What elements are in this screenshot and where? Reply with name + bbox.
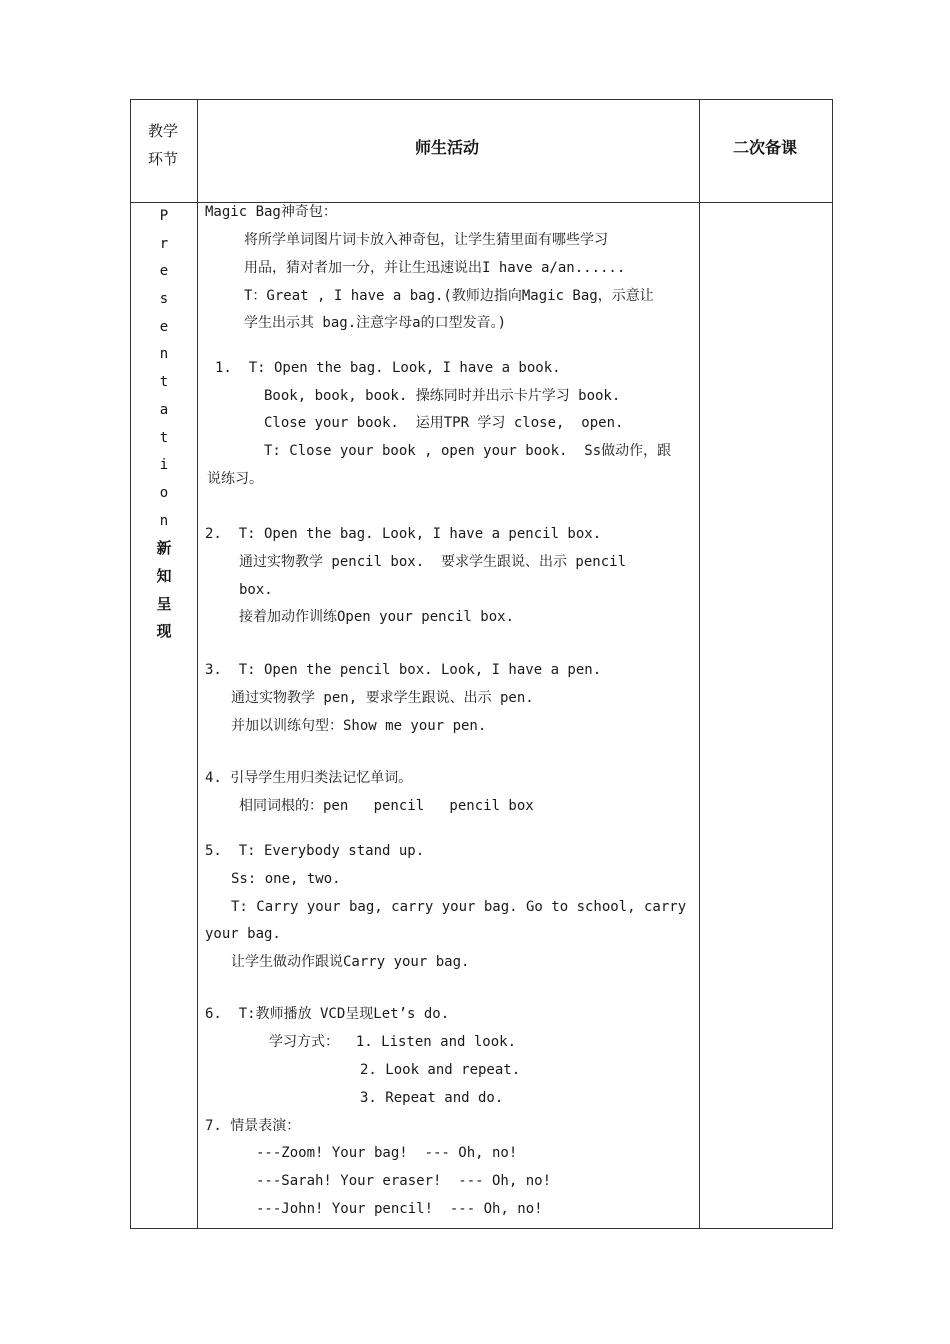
side-char: 新 — [156, 539, 172, 558]
content-line: your bag. — [205, 926, 281, 942]
content-line: 相同词根的：pen pencil pencil box — [239, 798, 534, 814]
content-line: 让学生做动作跟说Carry your bag. — [231, 954, 470, 970]
section-label-line1: 教学 — [148, 122, 179, 140]
content-line: 1. T: Open the bag. Look, I have a book. — [215, 360, 561, 376]
side-char: n — [159, 512, 169, 529]
content-line: 2. T: Open the bag. Look, I have a pencil box. — [205, 526, 602, 542]
content-line: 5. T: Everybody stand up. — [205, 843, 425, 859]
side-char: t — [159, 429, 169, 446]
side-char: t — [159, 374, 169, 391]
side-char: s — [159, 291, 169, 308]
content-line: Ss: one, two. — [231, 871, 341, 887]
content-line: box. — [239, 582, 273, 598]
activity-header: 师生活动 — [415, 138, 480, 157]
content-line: ---Zoom! Your bag! --- Oh, no! — [256, 1145, 518, 1161]
content-line: 学习方式： 1. Listen and look. — [269, 1034, 517, 1050]
content-line: 6. T:教师播放 VCD呈现Let’s do. — [205, 1006, 450, 1022]
content-line: 通过实物教学 pen, 要求学生跟说、出示 pen. — [231, 690, 534, 706]
side-char: 呈 — [156, 594, 172, 613]
content-line: 将所学单词图片词卡放入神奇包，让学生猜里面有哪些学习 — [244, 232, 608, 248]
content-line: T: Close your book , open your book. Ss做动作，跟 — [264, 443, 672, 459]
content-line: 7. 情景表演： — [205, 1118, 301, 1134]
side-char: i — [159, 457, 169, 474]
side-char: e — [159, 318, 169, 335]
secondary-prep-header: 二次备课 — [733, 138, 798, 157]
content-line: 3. T: Open the pencil box. Look, I have a pen. — [205, 662, 602, 678]
presentation-side-label — [131, 203, 197, 646]
side-char: n — [159, 346, 169, 363]
content-line: 通过实物教学 pencil box. 要求学生跟说、出示 pencil — [239, 554, 627, 570]
content-line: 2. Look and repeat. — [360, 1062, 521, 1078]
content-line: T: Carry your bag, carry your bag. Go to school, carry — [231, 899, 687, 915]
side-char: P — [159, 208, 169, 224]
side-char: a — [159, 401, 169, 418]
content-line: Close your book. 运用TPR 学习 close, open. — [264, 415, 624, 431]
section-label-line2: 环节 — [148, 150, 179, 168]
side-char: o — [159, 484, 169, 501]
content-line: T：Great , I have a bag.(教师边指向Magic Bag，示意让 — [244, 288, 654, 304]
content-line: ---John! Your pencil! --- Oh, no! — [256, 1201, 543, 1217]
column-divider-1 — [197, 100, 198, 1228]
content-line: 学生出示其 bag.注意字母a的口型发音。) — [244, 315, 507, 331]
lesson-plan-table — [130, 99, 833, 1229]
content-line: 说练习。 — [207, 471, 263, 487]
side-char: 知 — [156, 566, 172, 585]
column-divider-2 — [699, 100, 700, 1228]
content-line: Magic Bag神奇包： — [205, 204, 337, 220]
side-char: e — [159, 263, 169, 280]
content-line: 3. Repeat and do. — [360, 1090, 504, 1106]
content-line: 4. 引导学生用归类法记忆单词。 — [205, 770, 413, 786]
content-line: 用品，猜对者加一分，并让生迅速说出I have a/an...... — [244, 260, 626, 276]
content-line: 接着加动作训练Open your pencil box. — [239, 609, 515, 625]
content-line: ---Sarah! Your eraser! --- Oh, no! — [256, 1173, 552, 1189]
content-line: Book, book, book. 操练同时并出示卡片学习 book. — [264, 388, 621, 404]
side-char: 现 — [156, 622, 172, 641]
content-line: 并加以训练句型：Show me your pen. — [231, 718, 487, 734]
side-char: r — [159, 235, 169, 252]
